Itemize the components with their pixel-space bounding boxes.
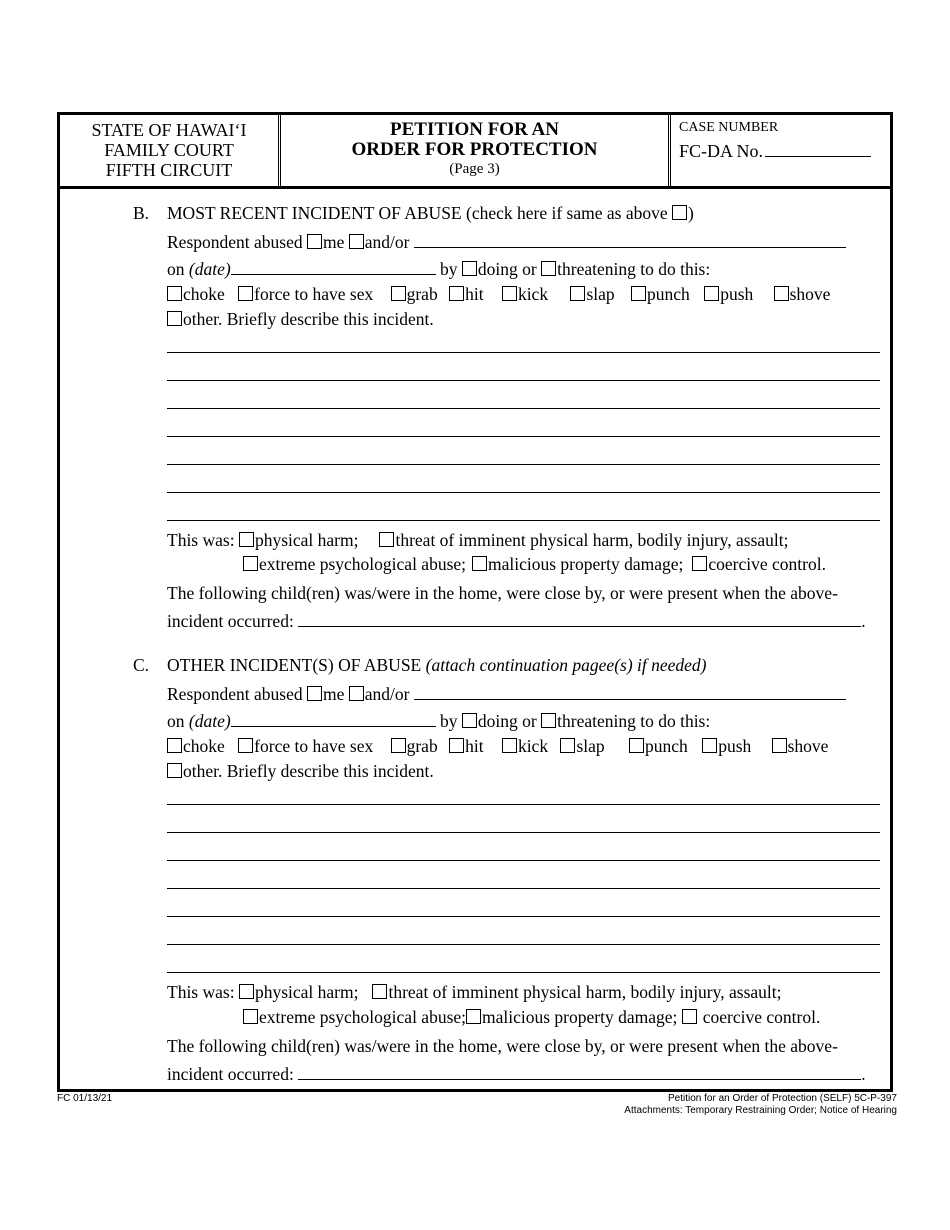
same-as-above-checkbox[interactable] (672, 205, 687, 220)
form-header (57, 112, 893, 189)
b-this-was-line: This was: physical harm; threat of imminent physical harm, bodily injury, assault; (167, 530, 789, 550)
b-kick-checkbox[interactable] (502, 286, 517, 301)
form-revision-date: FC 01/13/21 (57, 1093, 113, 1104)
c-children-field[interactable] (298, 1063, 861, 1080)
case-number-field[interactable] (765, 141, 871, 157)
b-date-line: on (date) by doing or threatening to do this: (167, 259, 711, 279)
b-slap-checkbox[interactable] (570, 286, 585, 301)
b-description-line[interactable] (167, 352, 880, 353)
c-date-line: on (date) by doing or threatening to do this: (167, 711, 711, 731)
c-force-checkbox[interactable] (238, 738, 253, 753)
b-property-damage-checkbox[interactable] (472, 556, 487, 571)
b-children-line: incident occurred: . (167, 611, 866, 631)
c-threat-checkbox[interactable] (372, 984, 387, 999)
c-children-text: The following child(ren) was/were in the home, were close by, or were present when the above- (167, 1036, 838, 1056)
attachments-note: Attachments: Temporary Restraining Order; Notice of Hearing (624, 1105, 897, 1116)
c-other-line: other. Briefly describe this incident. (167, 760, 434, 782)
footer-info (624, 1093, 897, 1117)
b-threatening-checkbox[interactable] (541, 261, 556, 276)
c-respondent-line: Respondent abused me and/or (167, 683, 846, 705)
c-shove-checkbox[interactable] (772, 738, 787, 753)
c-hit-checkbox[interactable] (449, 738, 464, 753)
section-c-heading: OTHER INCIDENT(S) OF ABUSE (attach continuation pagee(s) if needed) (167, 655, 707, 675)
c-me-checkbox[interactable] (307, 686, 322, 701)
b-psych-abuse-checkbox[interactable] (243, 556, 258, 571)
c-harm-line-2: extreme psychological abuse; malicious property damage; coercive control. (243, 1006, 820, 1028)
b-hit-checkbox[interactable] (449, 286, 464, 301)
b-andor-checkbox[interactable] (349, 234, 364, 249)
c-children-line: incident occurred: . (167, 1064, 866, 1084)
c-other-person-field[interactable] (414, 683, 846, 700)
c-threatening-checkbox[interactable] (541, 713, 556, 728)
c-andor-checkbox[interactable] (349, 686, 364, 701)
title-line-2: ORDER FOR PROTECTION (351, 139, 598, 160)
c-kick-checkbox[interactable] (502, 738, 517, 753)
b-physical-harm-checkbox[interactable] (239, 532, 254, 547)
court-state: STATE OF HAWAI‘I (91, 120, 247, 140)
c-description-line[interactable] (167, 804, 880, 805)
b-description-line[interactable] (167, 436, 880, 437)
b-description-line[interactable] (167, 464, 880, 465)
c-description-line[interactable] (167, 888, 880, 889)
b-children-text: The following child(ren) was/were in the home, were close by, or were present when the above- (167, 583, 838, 603)
b-choke-checkbox[interactable] (167, 286, 182, 301)
b-doing-checkbox[interactable] (462, 261, 477, 276)
c-slap-checkbox[interactable] (560, 738, 575, 753)
b-respondent-line: Respondent abused me and/or (167, 231, 846, 253)
c-grab-checkbox[interactable] (391, 738, 406, 753)
b-children-field[interactable] (298, 610, 861, 627)
b-coercive-control-checkbox[interactable] (692, 556, 707, 571)
b-grab-checkbox[interactable] (391, 286, 406, 301)
b-force-checkbox[interactable] (238, 286, 253, 301)
c-description-line[interactable] (167, 860, 880, 861)
b-acts-line: choke force to have sex grab hit kick slap punch push shove (167, 283, 830, 305)
court-name (60, 112, 281, 186)
c-acts-line: choke force to have sex grab hit kick slap punch push shove (167, 735, 828, 757)
section-b-heading: MOST RECENT INCIDENT OF ABUSE (check here if same as above ) (167, 203, 694, 223)
section-c-letter: C. (133, 655, 150, 675)
court-circuit: FIFTH CIRCUIT (105, 160, 233, 180)
b-date-field[interactable] (231, 258, 436, 275)
b-other-checkbox[interactable] (167, 311, 182, 326)
form-id: Petition for an Order of Protection (SELF) 5C-P-397 (668, 1093, 897, 1104)
title-line-1: PETITION FOR AN (390, 119, 559, 140)
case-number-box (671, 112, 890, 186)
c-description-line[interactable] (167, 944, 880, 945)
page-number: (Page 3) (449, 161, 500, 177)
b-punch-checkbox[interactable] (631, 286, 646, 301)
c-push-checkbox[interactable] (702, 738, 717, 753)
c-psych-abuse-checkbox[interactable] (243, 1009, 258, 1024)
c-description-line[interactable] (167, 916, 880, 917)
case-number-label: CASE NUMBER (679, 120, 779, 135)
b-push-checkbox[interactable] (704, 286, 719, 301)
b-description-line[interactable] (167, 380, 880, 381)
c-property-damage-checkbox[interactable] (466, 1009, 481, 1024)
b-harm-line-2: extreme psychological abuse; malicious property damage; coercive control. (243, 553, 826, 575)
c-description-line[interactable] (167, 832, 880, 833)
b-shove-checkbox[interactable] (774, 286, 789, 301)
b-description-line[interactable] (167, 492, 880, 493)
b-other-line: other. Briefly describe this incident. (167, 308, 434, 330)
court-type: FAMILY COURT (104, 140, 234, 160)
c-date-field[interactable] (231, 710, 436, 727)
b-me-checkbox[interactable] (307, 234, 322, 249)
c-description-line[interactable] (167, 972, 880, 973)
case-prefix: FC-DA No. (679, 141, 764, 161)
b-threat-checkbox[interactable] (379, 532, 394, 547)
c-physical-harm-checkbox[interactable] (239, 984, 254, 999)
c-this-was-line: This was: physical harm; threat of imminent physical harm, bodily injury, assault; (167, 982, 782, 1002)
c-coercive-control-checkbox[interactable] (682, 1009, 697, 1024)
c-other-checkbox[interactable] (167, 763, 182, 778)
b-other-person-field[interactable] (414, 231, 846, 248)
form-title (281, 112, 671, 186)
c-punch-checkbox[interactable] (629, 738, 644, 753)
c-doing-checkbox[interactable] (462, 713, 477, 728)
b-description-line[interactable] (167, 520, 880, 521)
b-description-line[interactable] (167, 408, 880, 409)
c-choke-checkbox[interactable] (167, 738, 182, 753)
section-b-letter: B. (133, 203, 150, 223)
